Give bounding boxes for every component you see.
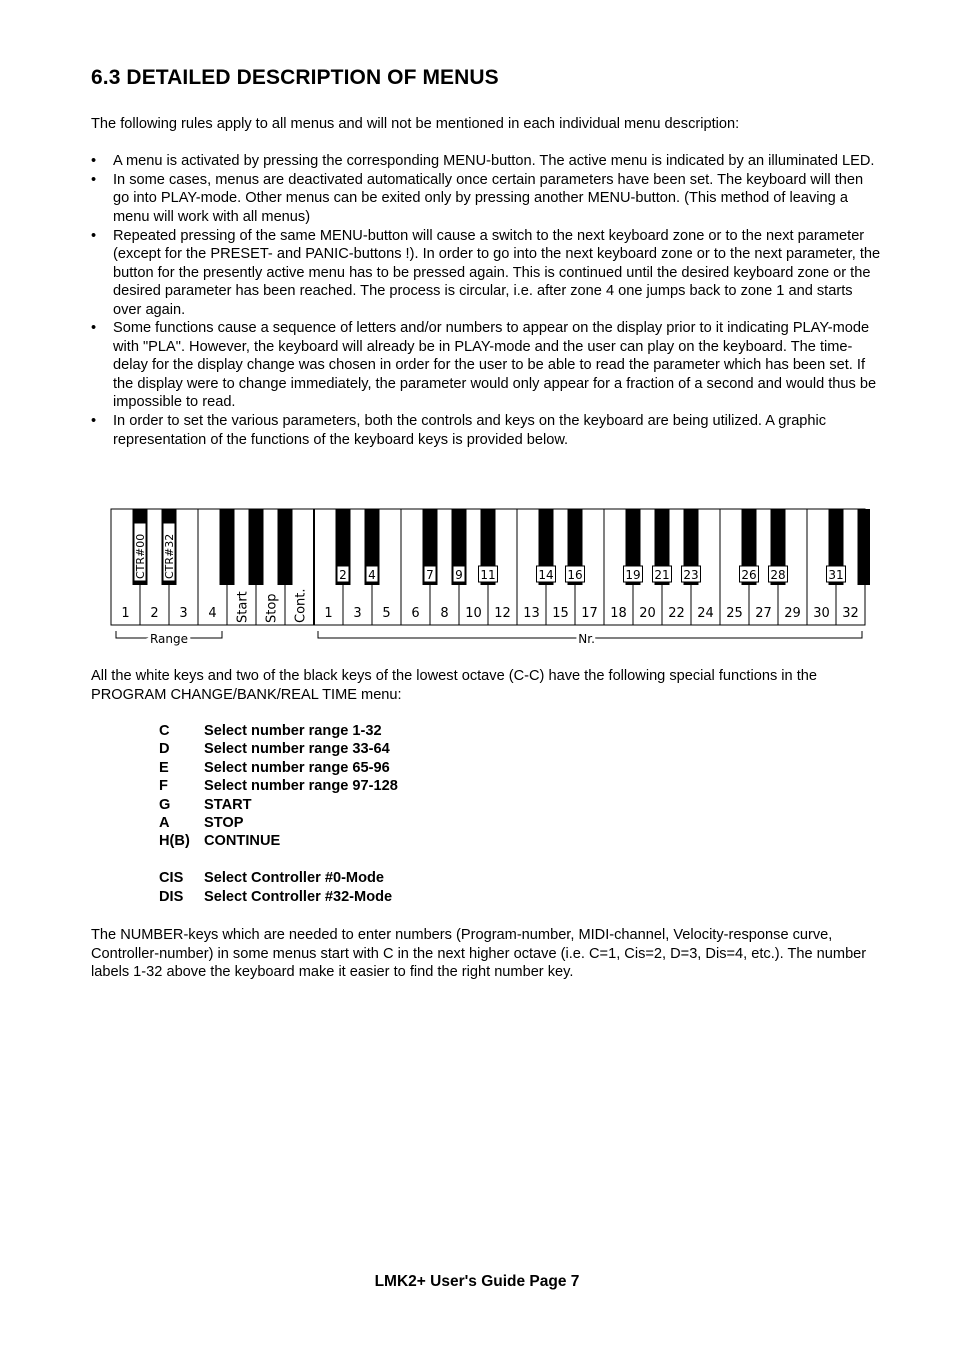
key-function-row [159,814,398,832]
white-key-label: 1 [324,606,333,621]
key-name: D [159,741,170,758]
key-description: Select number range 97-128 [204,778,398,795]
key-description: STOP [204,815,244,832]
keyboard-svg [108,505,870,655]
list-spacer [159,851,398,869]
section-heading: 6.3 DETAILED DESCRIPTION OF MENUS [91,66,499,89]
white-key-label: 24 [697,606,714,621]
white-key-label: Start [235,591,251,623]
white-key-label: 3 [353,606,362,621]
white-key-label: 1 [121,606,130,621]
black-key-label: 4 [368,568,376,582]
page-footer: LMK2+ User's Guide Page 7 [374,1273,580,1290]
white-key-label: 15 [552,606,569,621]
nr-label: Nr. [578,632,595,646]
black-key-label: 14 [538,568,554,582]
key-name: C [159,723,170,739]
rule-text: Repeated pressing of the same MENU-button will cause a switch to the next keyboard zone or to the next parameter (except for the PRESET- and PANIC-buttons !). In order to go into the next keyboard zone or to the next parameter, the button for the presently active menu has to be pressed again. This is continued until the desired keyboard zone or the desired parameter has been reached. The process is circular, i.e. after zone 4 one jumps back to zone 1 and starts over again. [113,227,881,318]
white-key-label: 32 [842,606,859,621]
controller-function-row [159,869,398,887]
black-key-label: 9 [455,568,463,582]
number-keys-paragraph: The NUMBER-keys which are needed to enter numbers (Program-number, MIDI-channel, Velocity-response curve, Controller-number) in some menus start with C in the next higher octave (i.e. C=1, Cis=2, D=3, Dis=4, etc.). The number labels 1-32 above the keyboard make it easier to find the right number key. [91,927,867,980]
black-key-label: 26 [741,568,757,582]
white-key-label: 25 [726,606,743,621]
key-function-row [159,740,398,758]
key-function-list [159,722,398,906]
list-item [91,152,883,171]
black-key-label: CTR#32 [163,533,176,579]
black-key-label: 21 [654,568,670,582]
key-name: G [159,796,171,813]
black-key [249,509,264,585]
white-key-label: 10 [465,606,482,621]
key-description: START [204,796,252,813]
white-key-label: 29 [784,606,801,621]
white-key-label: Cont. [293,588,309,623]
bullet-icon: • [91,171,97,188]
black-key-label: 7 [426,568,434,582]
special-functions-intro: All the white keys and two of the black keys of the lowest octave (C-C) have the following special functions in the PROGRAM CHANGE/BANK/REAL TIME menu: [91,668,818,703]
black-key-label: CTR#00 [134,533,147,579]
white-key-label: 27 [755,606,772,621]
bullet-icon: • [91,227,97,244]
black-key-label: 11 [480,568,496,582]
rule-text: In some cases, menus are deactivated automatically once certain parameters have been set. The keyboard will then go into PLAY-mode. Other menus can be exited only by pressing another MENU-button. (This method of leaving a menu will work with all menus) [113,171,864,225]
key-name: H(B) [159,833,190,850]
bullet-icon: • [91,320,97,337]
black-key-label: 16 [567,568,583,582]
black-key-label: 2 [339,568,347,582]
white-key-label: 4 [208,606,217,621]
bullet-icon: • [91,413,97,430]
white-key-label: 3 [179,606,188,621]
key-name: CIS [159,870,184,887]
key-description: CONTINUE [204,833,281,850]
white-key-label: 5 [382,606,391,621]
key-function-row [159,796,398,814]
black-key-label: 28 [770,568,786,582]
list-item [91,412,883,449]
black-key [220,509,235,585]
rule-text: A menu is activated by pressing the corresponding MENU-button. The active menu is indicated by an illuminated LED. [113,153,875,169]
rules-list [91,152,883,449]
key-function-row [159,722,398,740]
white-key-label: 18 [610,606,627,621]
range-label: Range [149,632,189,646]
key-description: Select Controller #32-Mode [204,888,393,905]
white-key-label: Stop [264,593,280,623]
black-key [278,509,293,585]
key-function-row [159,777,398,795]
key-description: Select number range 33-64 [204,741,390,758]
black-key [858,509,871,585]
key-name: E [159,759,169,776]
keyboard-diagram [108,505,870,655]
list-item [91,227,883,320]
white-key-label: 8 [440,606,449,621]
key-function-row [159,832,398,850]
bullet-icon: • [91,153,97,169]
key-function-row [159,759,398,777]
white-key-label: 12 [494,606,511,621]
rule-text: Some functions cause a sequence of letters and/or numbers to appear on the display prior to it indicating PLAY-mode with "PLA". However, the keyboard will already be in PLAY-mode and the user can play on the keyboard. The time-delay for the display change was chosen in order for the user to be able to read the parameter which has been set. If the display were to change immediately, the parameter would only appear for a fraction of a second and would thus be impossible to read. [113,320,877,411]
white-key-label: 30 [813,606,830,621]
rule-text: In order to set the various parameters, both the controls and keys on the keyboard are being utilized. A graphic representation of the functions of the keyboard keys is provided below. [113,413,827,448]
controller-function-row [159,888,398,906]
white-key-label: 13 [523,606,540,621]
key-description: Select number range 1-32 [204,723,382,739]
black-key-label: 19 [625,568,641,582]
key-name: DIS [159,888,184,905]
white-key-label: 20 [639,606,656,621]
intro-paragraph: The following rules apply to all menus and will not be mentioned in each individual menu description: [91,116,740,132]
key-name: A [159,815,170,832]
white-key-label: 6 [411,606,420,621]
white-key-label: 22 [668,606,685,621]
list-item [91,171,883,227]
black-key-label: 31 [828,568,844,582]
white-key-label: 2 [150,606,159,621]
key-description: Select Controller #0-Mode [204,870,385,887]
key-name: F [159,778,168,795]
white-key-label: 17 [581,606,598,621]
black-key-label: 23 [683,568,699,582]
key-description: Select number range 65-96 [204,759,390,776]
list-item [91,319,883,412]
